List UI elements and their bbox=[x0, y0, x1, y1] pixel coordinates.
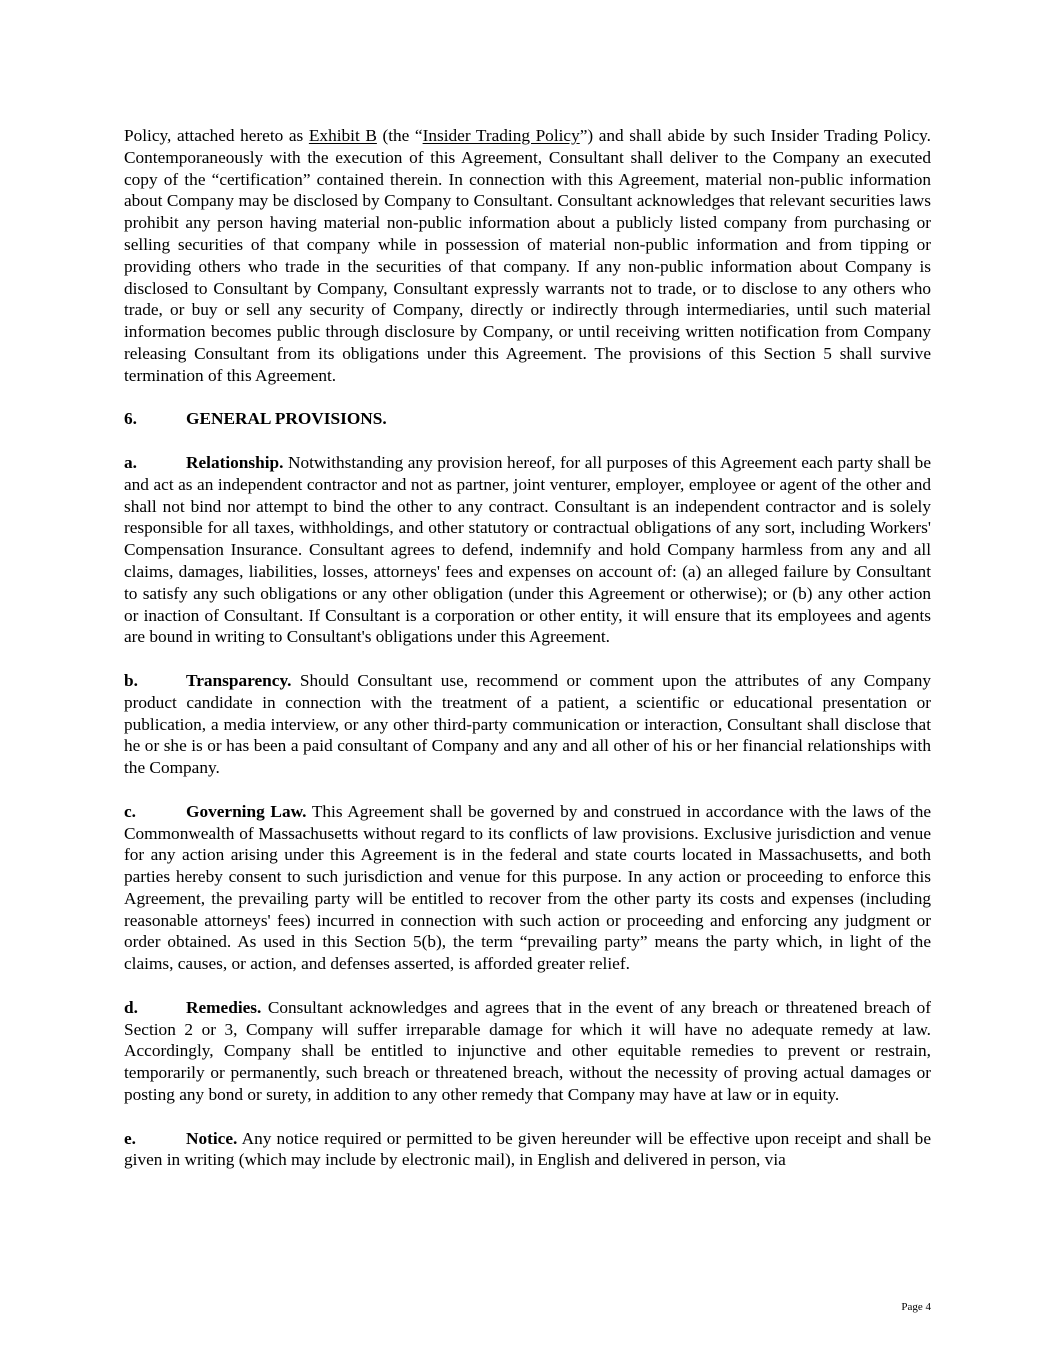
clause-remedies bbox=[124, 997, 931, 1106]
exhibit-b-reference: Exhibit B bbox=[308, 126, 377, 145]
clause-text: This Agreement shall be governed by and construed in accordance with the laws of the Commonwealth of Massachusetts without regard to its conflicts of law provisions. Exclusive jurisdiction and venue for any action arising under this Agreement is in the federal and state courts located in Massachusetts, and both parties hereby consent to such jurisdiction and venue for this purpose. In any action or proceeding to enforce this Agreement, the prevailing party will be entitled to recover from the other party its costs and expenses (including reasonable attorneys' fees) incurred in connection with such action or proceeding and enforcing any judgment or order obtained. As used in this Section 5(b), the term “prevailing party” means the party which, in light of the claims, causes, or action, and defenses asserted, is afforded greater relief. bbox=[124, 801, 932, 974]
clause-title: Remedies. bbox=[186, 997, 262, 1017]
clause-text: Should Consultant use, recommend or comment upon the attributes of any Company product candidate in connection with the treatment of a patient, a scientific or educational presentation or publication, a media interview, or any other third-party communication or interaction, Consultant shall disclose that he or she is or has been a paid consultant of Company and any and all other of his or her financial relationships with the Company. bbox=[124, 670, 931, 778]
clause-title: Transparency. bbox=[186, 670, 292, 690]
clause-governing-law bbox=[124, 801, 931, 975]
clause-relationship bbox=[124, 452, 931, 648]
insider-trading-policy-term: Insider Trading Policy bbox=[422, 126, 580, 145]
clause-title: Notice. bbox=[186, 1128, 238, 1148]
clause-letter: e. bbox=[124, 1128, 136, 1148]
section-title: GENERAL PROVISIONS. bbox=[186, 409, 387, 429]
clause-text: Consultant acknowledges and agrees that in the event of any breach or threatened breach of Section 2 or 3, Company will suffer irreparable damage for which it will have no adequate remedy at law. Accordingly, Company shall be entitled to injunctive and other equitable remedies to prevent or restrain, temporarily or permanently, such breach or threatened breach, without the necessity of proving actual damages or posting any bond or surety, in addition to any other remedy that Company may have at law or in equity. bbox=[124, 997, 931, 1105]
intro-text-1: Policy, attached hereto as bbox=[124, 126, 309, 145]
clause-notice bbox=[124, 1128, 931, 1172]
clause-letter: a. bbox=[124, 452, 137, 472]
page-number: Page 4 bbox=[901, 1301, 931, 1313]
section-number: 6. bbox=[124, 409, 137, 429]
clause-letter: d. bbox=[124, 997, 138, 1017]
insider-trading-paragraph bbox=[124, 125, 931, 387]
clause-text: Notwithstanding any provision hereof, for all purposes of this Agreement each party shall be and act as an independent contractor and not as partner, joint venturer, employer, employee or agent of the other and shall not bind nor attempt to bind the other to any contract. Consultant is an independent contractor and is solely responsible for all taxes, withholdings, and other statutory or contractual obligations of any sort, including Workers' Compensation Insurance. Consultant agrees to defend, indemnify and hold Company harmless from any and all claims, damages, liabilities, losses, attorneys' fees and expenses on account of: (a) an alleged failure by Consultant to satisfy any such obligations or any other obligation (under this Agreement or otherwise); or (b) any other action or inaction of Consultant. If Consultant is a corporation or other entity, it will ensure that its employees and agents are bound in writing to Consultant's obligations under this Agreement. bbox=[124, 452, 931, 647]
intro-text-2: (the “ bbox=[376, 126, 423, 145]
document-body bbox=[124, 125, 931, 1193]
clause-title: Relationship. bbox=[186, 452, 284, 472]
clause-title: Governing Law. bbox=[186, 801, 307, 821]
clause-transparency bbox=[124, 670, 931, 779]
section-heading bbox=[124, 408, 931, 430]
clause-letter: b. bbox=[124, 670, 138, 690]
clause-text: Any notice required or permitted to be given hereunder will be effective upon receipt and shall be given in writing (which may include by electronic mail), in English and delivered in person, via bbox=[124, 1128, 931, 1170]
clause-letter: c. bbox=[124, 801, 136, 821]
intro-text-3: ”) and shall abide by such Insider Trading Policy. Contemporaneously with the execution of this Agreement, Consultant shall deliver to the Company an executed copy of the “certification” contained therein. In connection with this Agreement, material non-public information about Company may be disclosed by Company to Consultant. Consultant acknowledges that relevant securities laws prohibit any person having material non-public information about a publicly listed company from purchasing or selling securities of that company while in possession of material non-public information and from tipping or providing others who trade in the securities of that company. If any non-public information about Company is disclosed to Consultant by Company, Consultant expressly warrants not to trade, or to disclose to any others who trade, or buy or sell any security of Company, directly or indirectly through intermediaries, until such material information becomes public through disclosure by Company, or until receiving written notification from Company releasing Consultant from its obligations under this Agreement. The provisions of this Section 5 shall survive termination of this Agreement. bbox=[124, 126, 931, 385]
